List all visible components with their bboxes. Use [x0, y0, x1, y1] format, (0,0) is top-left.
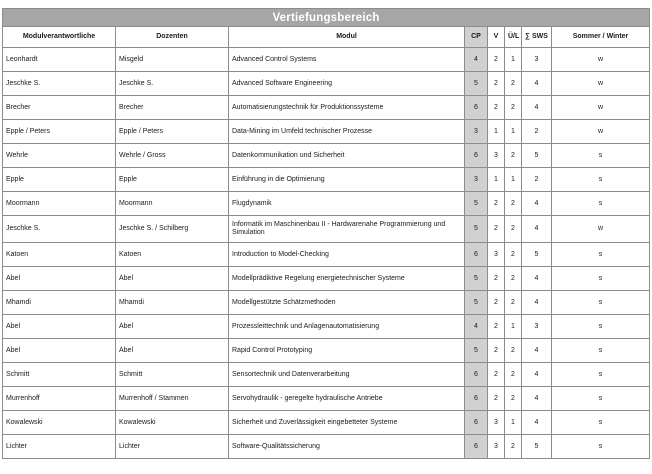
cell-v: 2 [488, 291, 505, 315]
cell-modulverantwortliche: Epple / Peters [3, 120, 116, 144]
table-row [3, 48, 650, 72]
cell-sws: 4 [522, 387, 552, 411]
cell-ue: 2 [505, 243, 522, 267]
cell-cp: 5 [465, 339, 488, 363]
cell-modulverantwortliche: Murrenhoff [3, 387, 116, 411]
cell-modul: Automatisierungstechnik für Produktionssysteme [229, 96, 465, 120]
cell-sws: 4 [522, 96, 552, 120]
cell-sws: 3 [522, 315, 552, 339]
cell-modulverantwortliche: Kowalewski [3, 411, 116, 435]
cell-semester: w [552, 96, 650, 120]
cell-modul: Sensortechnik und Datenverarbeitung [229, 363, 465, 387]
cropped-text-above [0, 0, 652, 8]
cell-dozenten: Wehrle / Gross [116, 144, 229, 168]
cell-sws: 4 [522, 339, 552, 363]
cell-modulverantwortliche: Moormann [3, 192, 116, 216]
cell-semester: w [552, 216, 650, 243]
cell-v: 2 [488, 267, 505, 291]
cell-semester: w [552, 48, 650, 72]
table-title-row [3, 9, 650, 27]
cell-modul: Datenkommunikation und Sicherheit [229, 144, 465, 168]
col-header-ue: Ü/L [505, 27, 522, 48]
cell-dozenten: Abel [116, 315, 229, 339]
table-row [3, 72, 650, 96]
cell-dozenten: Kowalewski [116, 411, 229, 435]
cell-semester: w [552, 120, 650, 144]
col-header-cp: CP [465, 27, 488, 48]
cell-dozenten: Misgeld [116, 48, 229, 72]
cell-v: 2 [488, 48, 505, 72]
table-row [3, 435, 650, 459]
cell-cp: 5 [465, 192, 488, 216]
col-header-v: V [488, 27, 505, 48]
cell-modulverantwortliche: Abel [3, 267, 116, 291]
cell-sws: 2 [522, 120, 552, 144]
cell-cp: 4 [465, 315, 488, 339]
cell-sws: 4 [522, 72, 552, 96]
cell-modul: Flugdynamik [229, 192, 465, 216]
cell-dozenten: Mhamdi [116, 291, 229, 315]
table-row [3, 411, 650, 435]
cell-dozenten: Schmitt [116, 363, 229, 387]
cell-sws: 4 [522, 267, 552, 291]
cell-v: 2 [488, 96, 505, 120]
cell-semester: s [552, 411, 650, 435]
col-header-semester: Sommer / Winter [552, 27, 650, 48]
cell-dozenten: Brecher [116, 96, 229, 120]
cell-ue: 2 [505, 72, 522, 96]
cell-v: 2 [488, 216, 505, 243]
cell-modul: Modellgestützte Schätzmethoden [229, 291, 465, 315]
cell-modulverantwortliche: Jeschke S. [3, 72, 116, 96]
cell-modul: Introduction to Model-Checking [229, 243, 465, 267]
cell-modulverantwortliche: Leonhardt [3, 48, 116, 72]
cell-semester: s [552, 435, 650, 459]
cell-v: 3 [488, 435, 505, 459]
cell-semester: s [552, 387, 650, 411]
cell-dozenten: Katoen [116, 243, 229, 267]
cell-modul: Advanced Control Systems [229, 48, 465, 72]
cell-modul: Einführung in die Optimierung [229, 168, 465, 192]
cell-semester: s [552, 363, 650, 387]
cell-semester: s [552, 315, 650, 339]
table-row [3, 339, 650, 363]
cell-semester: s [552, 339, 650, 363]
cell-modulverantwortliche: Epple [3, 168, 116, 192]
cell-ue: 2 [505, 267, 522, 291]
col-header-modulverantwortliche: Modulverantwortliche [3, 27, 116, 48]
table-row [3, 243, 650, 267]
cell-v: 3 [488, 144, 505, 168]
cell-v: 2 [488, 387, 505, 411]
cell-modul: Software-Qualitätssicherung [229, 435, 465, 459]
cell-modulverantwortliche: Lichter [3, 435, 116, 459]
table-row [3, 363, 650, 387]
cell-cp: 6 [465, 435, 488, 459]
cell-dozenten: Abel [116, 267, 229, 291]
cell-ue: 1 [505, 48, 522, 72]
cell-ue: 1 [505, 168, 522, 192]
cell-modulverantwortliche: Abel [3, 315, 116, 339]
cell-v: 3 [488, 243, 505, 267]
cell-dozenten: Murrenhoff / Stammen [116, 387, 229, 411]
cell-cp: 6 [465, 243, 488, 267]
cell-dozenten: Epple / Peters [116, 120, 229, 144]
cell-ue: 1 [505, 120, 522, 144]
cell-v: 1 [488, 120, 505, 144]
cell-ue: 2 [505, 144, 522, 168]
cell-dozenten: Moormann [116, 192, 229, 216]
cell-modul: Prozessleittechnik und Anlagenautomatisierung [229, 315, 465, 339]
cell-modulverantwortliche: Mhamdi [3, 291, 116, 315]
cell-v: 2 [488, 72, 505, 96]
table-row [3, 291, 650, 315]
cell-sws: 4 [522, 411, 552, 435]
cell-v: 2 [488, 339, 505, 363]
cell-ue: 1 [505, 315, 522, 339]
cell-modulverantwortliche: Schmitt [3, 363, 116, 387]
cell-cp: 6 [465, 96, 488, 120]
col-header-sws: ∑ SWS [522, 27, 552, 48]
cell-sws: 4 [522, 192, 552, 216]
cell-cp: 6 [465, 363, 488, 387]
cell-semester: w [552, 72, 650, 96]
cell-sws: 2 [522, 168, 552, 192]
cell-sws: 3 [522, 48, 552, 72]
cell-ue: 2 [505, 291, 522, 315]
table-row [3, 120, 650, 144]
cell-dozenten: Lichter [116, 435, 229, 459]
cell-modul: Modellprädiktive Regelung energietechnischer Systeme [229, 267, 465, 291]
cell-sws: 4 [522, 363, 552, 387]
cell-cp: 6 [465, 387, 488, 411]
table-row [3, 267, 650, 291]
cell-modul: Rapid Control Prototyping [229, 339, 465, 363]
table-row [3, 216, 650, 243]
cell-modul: Advanced Software Engineering [229, 72, 465, 96]
cell-cp: 5 [465, 291, 488, 315]
cell-cp: 6 [465, 144, 488, 168]
cell-modulverantwortliche: Katoen [3, 243, 116, 267]
cell-cp: 5 [465, 216, 488, 243]
cell-ue: 2 [505, 387, 522, 411]
cell-dozenten: Jeschke S. / Schilberg [116, 216, 229, 243]
cell-dozenten: Abel [116, 339, 229, 363]
cell-ue: 2 [505, 363, 522, 387]
cell-semester: s [552, 267, 650, 291]
cell-v: 2 [488, 192, 505, 216]
cell-semester: s [552, 243, 650, 267]
cell-cp: 5 [465, 72, 488, 96]
cell-ue: 1 [505, 411, 522, 435]
table-row [3, 96, 650, 120]
table-row [3, 144, 650, 168]
cell-cp: 5 [465, 267, 488, 291]
cell-modulverantwortliche: Jeschke S. [3, 216, 116, 243]
cell-ue: 2 [505, 339, 522, 363]
cell-sws: 4 [522, 291, 552, 315]
cell-modul: Informatik im Maschinenbau II - Hardwarenahe Programmierung und Simulation [229, 216, 465, 243]
table-title: Vertiefungsbereich [3, 9, 650, 27]
cell-sws: 5 [522, 435, 552, 459]
table-row [3, 387, 650, 411]
cell-semester: s [552, 291, 650, 315]
cell-cp: 6 [465, 411, 488, 435]
cell-v: 1 [488, 168, 505, 192]
cell-v: 2 [488, 363, 505, 387]
cell-modul: Data-Mining im Umfeld technischer Prozesse [229, 120, 465, 144]
cell-sws: 5 [522, 144, 552, 168]
cell-cp: 3 [465, 168, 488, 192]
cell-sws: 5 [522, 243, 552, 267]
table-row [3, 168, 650, 192]
cell-ue: 2 [505, 216, 522, 243]
cell-ue: 2 [505, 192, 522, 216]
cell-v: 3 [488, 411, 505, 435]
cell-ue: 2 [505, 435, 522, 459]
cell-modulverantwortliche: Abel [3, 339, 116, 363]
cell-modul: Sicherheit und Zuverlässigkeit eingebetteter Systeme [229, 411, 465, 435]
vertiefungsbereich-table [2, 8, 650, 459]
cell-sws: 4 [522, 216, 552, 243]
cell-dozenten: Epple [116, 168, 229, 192]
cell-modulverantwortliche: Brecher [3, 96, 116, 120]
cell-v: 2 [488, 315, 505, 339]
cell-ue: 2 [505, 96, 522, 120]
col-header-dozenten: Dozenten [116, 27, 229, 48]
cell-cp: 4 [465, 48, 488, 72]
cell-semester: s [552, 144, 650, 168]
cell-cp: 3 [465, 120, 488, 144]
cell-semester: s [552, 192, 650, 216]
table-row [3, 315, 650, 339]
cell-modul: Servohydraulik - geregelte hydraulische Antriebe [229, 387, 465, 411]
table-header-row [3, 27, 650, 48]
col-header-modul: Modul [229, 27, 465, 48]
cell-modulverantwortliche: Wehrle [3, 144, 116, 168]
cell-semester: s [552, 168, 650, 192]
cell-dozenten: Jeschke S. [116, 72, 229, 96]
table-row [3, 192, 650, 216]
